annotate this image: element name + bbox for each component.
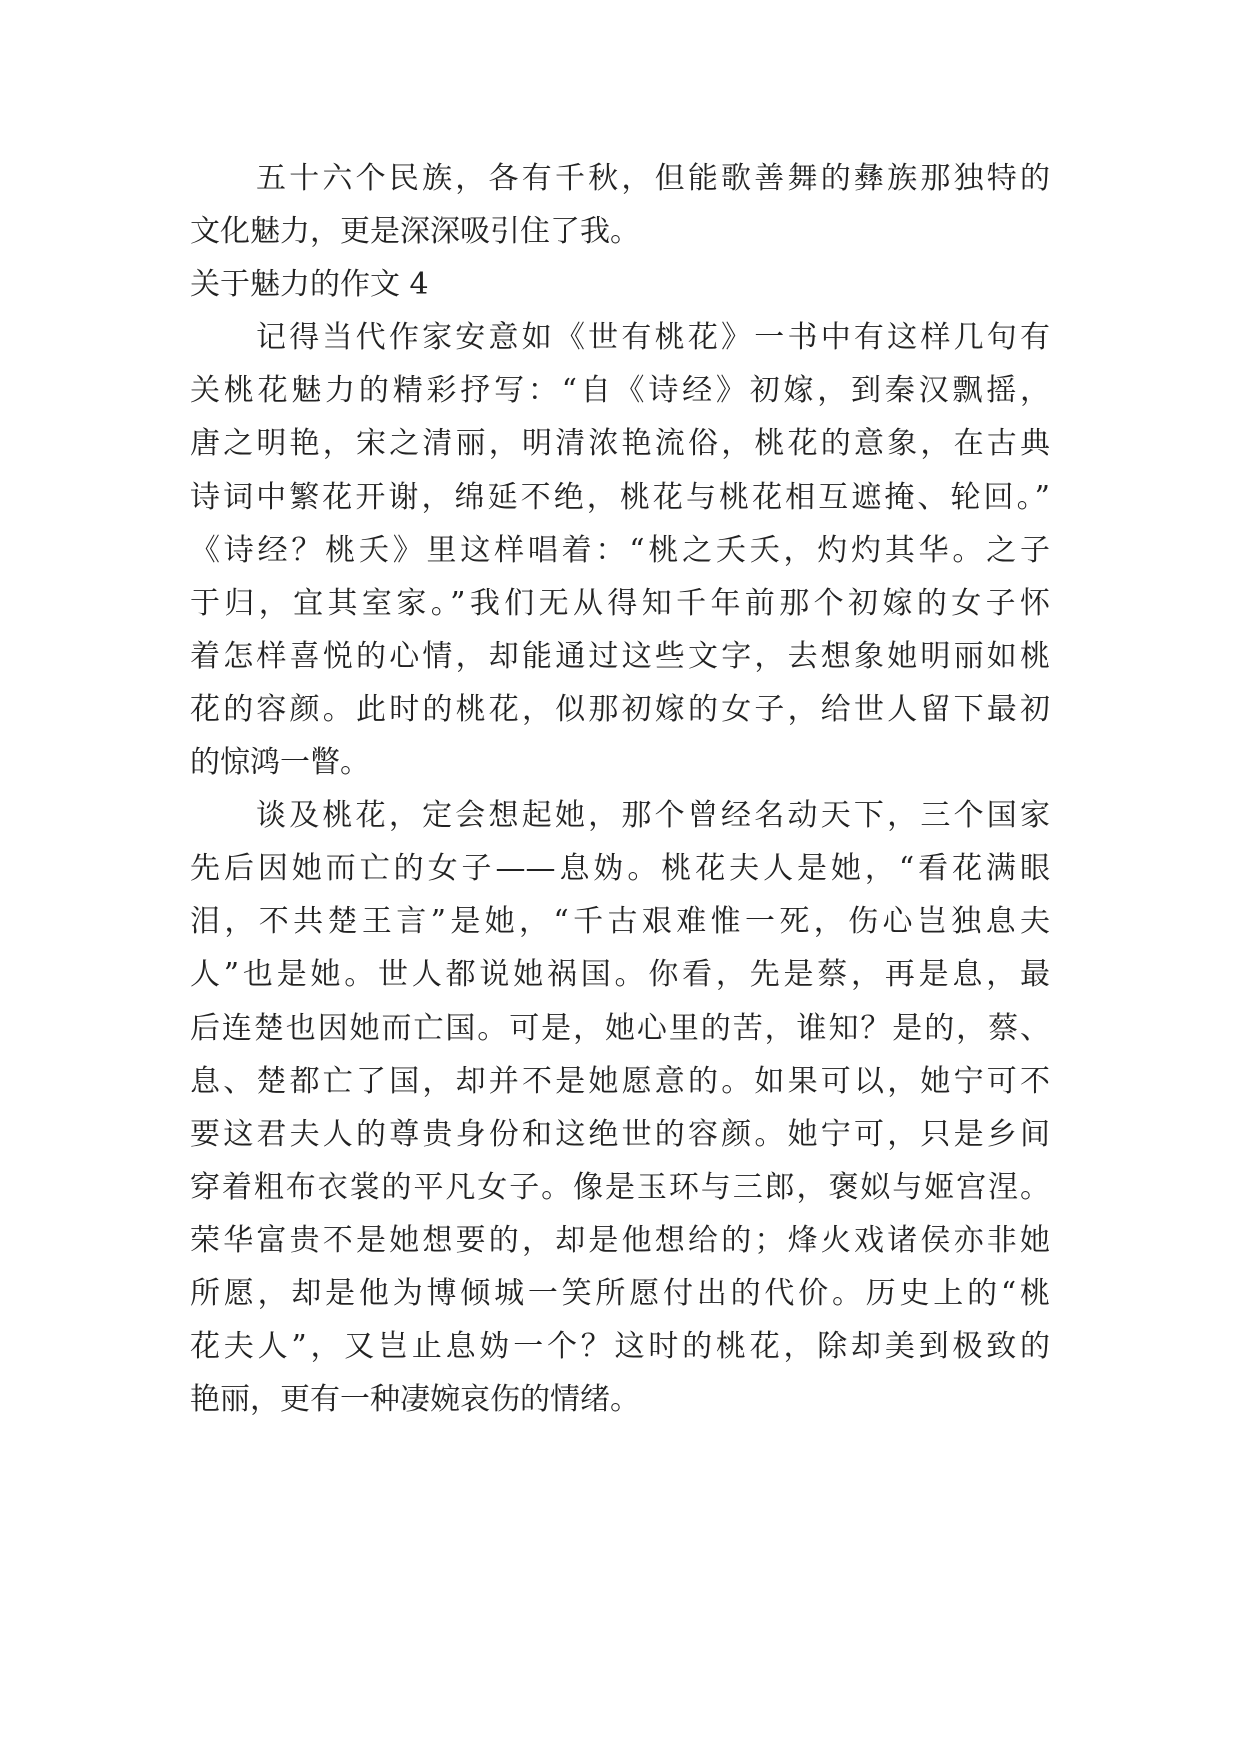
paragraph-line: 艳丽，更有一种凄婉哀伤的情绪。 (190, 1382, 640, 1418)
paragraph-line: 穿着粗布衣裳的平凡女子。像是玉环与三郎，褒姒与姬宫涅。 (190, 1169, 1050, 1205)
paragraph-line: 文化魅力，更是深深吸引住了我。 (190, 214, 640, 250)
section-heading: 关于魅力的作文 4 (190, 267, 429, 303)
paragraph-line: 后连楚也因她而亡国。可是，她心里的苦，谁知？是的，蔡、 (190, 1010, 1050, 1046)
paragraph-3 (190, 789, 1050, 1426)
paragraph-line: 关桃花魅力的精彩抒写：“自《诗经》初嫁，到秦汉飘摇， (190, 373, 1050, 409)
paragraph-1 (190, 152, 1050, 258)
paragraph-line: 诗词中繁花开谢，绵延不绝，桃花与桃花相互遮掩、轮回。” (190, 479, 1050, 515)
paragraph-line: 唐之明艳，宋之清丽，明清浓艳流俗，桃花的意象，在古典 (190, 426, 1050, 462)
paragraph-line: 《诗经？桃夭》里这样唱着：“桃之夭夭，灼灼其华。之子 (190, 532, 1050, 568)
paragraph-line: 息、楚都亡了国，却并不是她愿意的。如果可以，她宁可不 (190, 1063, 1050, 1099)
paragraph-line: 于归，宜其室家。”我们无从得知千年前那个初嫁的女子怀 (190, 585, 1050, 621)
paragraph-line: 五十六个民族，各有千秋，但能歌善舞的彝族那独特的 (256, 161, 1050, 196)
paragraph-line: 的惊鸿一瞥。 (190, 745, 370, 781)
paragraph-line: 着怎样喜悦的心情，却能通过这些文字，去想象她明丽如桃 (190, 638, 1050, 674)
paragraph-line: 先后因她而亡的女子——息妫。桃花夫人是她，“看花满眼 (190, 851, 1050, 887)
document-body (190, 152, 1050, 1426)
paragraph-line: 要这君夫人的尊贵身份和这绝世的容颜。她宁可，只是乡间 (190, 1116, 1050, 1152)
paragraph-line: 谈及桃花，定会想起她，那个曾经名动天下，三个国家 (256, 798, 1050, 834)
paragraph-line: 记得当代作家安意如《世有桃花》一书中有这样几句有 (256, 320, 1050, 356)
paragraph-line: 人”也是她。世人都说她祸国。你看，先是蔡，再是息，最 (190, 957, 1050, 993)
paragraph-line: 荣华富贵不是她想要的，却是他想给的；烽火戏诸侯亦非她 (190, 1222, 1050, 1258)
paragraph-line: 花夫人”，又岂止息妫一个？这时的桃花，除却美到极致的 (190, 1329, 1050, 1365)
paragraph-line: 花的容颜。此时的桃花，似那初嫁的女子，给世人留下最初 (190, 691, 1050, 727)
paragraph-line: 所愿，却是他为博倾城一笑所愿付出的代价。历史上的“桃 (190, 1275, 1050, 1311)
paragraph-2 (190, 311, 1050, 789)
paragraph-line: 泪，不共楚王言”是她，“千古艰难惟一死，伤心岂独息夫 (190, 904, 1050, 940)
